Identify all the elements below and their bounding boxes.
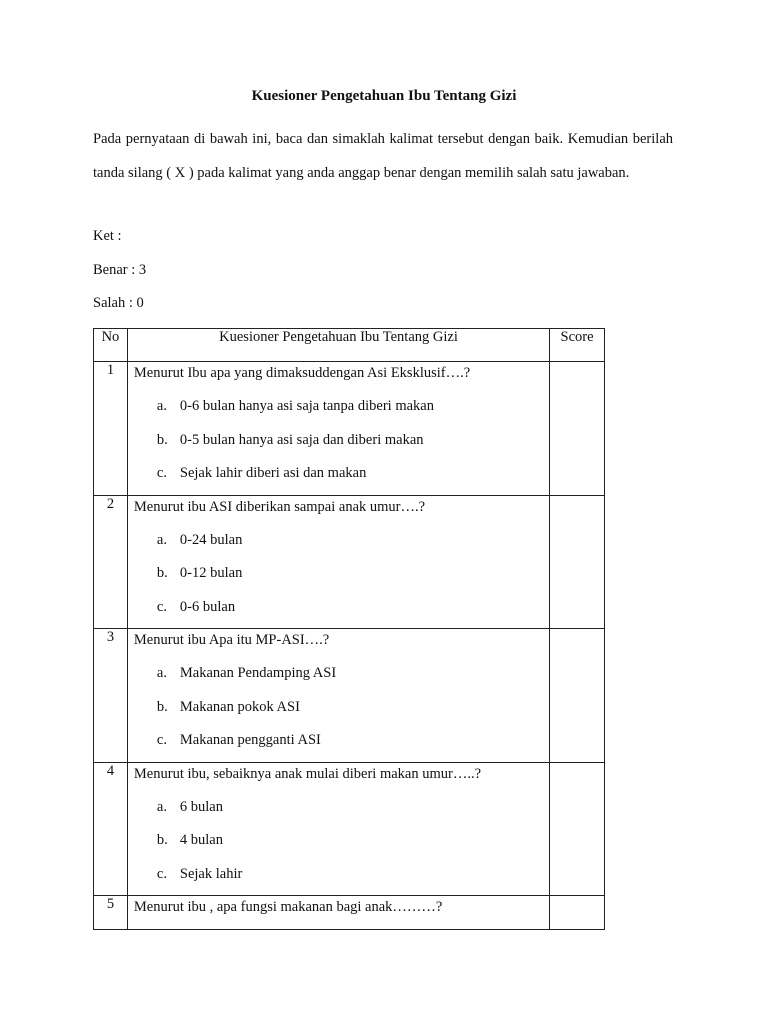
score-cell[interactable] (550, 896, 605, 930)
option-letter: b. (156, 832, 168, 848)
question-text: Menurut ibu Apa itu MP-ASI….? (133, 632, 330, 648)
question-text: Menurut Ibu apa yang dimaksuddengan Asi Eksklusif….? (133, 365, 471, 381)
question-text: Menurut ibu, sebaiknya anak mulai diberi makan umur…..? (133, 765, 482, 782)
option-text: 4 bulan (179, 832, 223, 848)
salah-score-note: Salah : 0 (93, 295, 144, 311)
ket-label: Ket : (93, 228, 122, 244)
option-text: 6 bulan (179, 798, 223, 815)
table-row (94, 629, 605, 763)
answer-option[interactable] (128, 450, 549, 484)
instructions-paragraph: Pada pernyataan di bawah ini, baca dan simaklah kalimat tersebut dengan baik. Kemudian berilah tanda silang ( X ) pada kalimat yang anda anggap benar dengan memilih salah satu jawaban. (93, 131, 673, 181)
answer-option[interactable] (128, 717, 549, 751)
answer-options (128, 784, 549, 885)
option-text: 0-12 bulan (179, 565, 243, 581)
question-number: 4 (94, 762, 128, 896)
question-text: Menurut ibu , apa fungsi makanan bagi anak………? (133, 899, 443, 915)
option-letter: c. (156, 598, 167, 615)
option-text: 0-24 bulan (179, 531, 243, 548)
table-header-row (94, 329, 605, 362)
option-letter: c. (156, 465, 167, 481)
question-text: Menurut ibu ASI diberikan sampai anak umur….? (133, 498, 426, 515)
answer-option[interactable] (128, 851, 549, 885)
header-score: Score (550, 329, 605, 362)
answer-option[interactable] (128, 417, 549, 451)
answer-option[interactable] (128, 517, 549, 551)
question-cell (127, 629, 549, 763)
answer-option[interactable] (128, 550, 549, 584)
answer-option[interactable] (128, 383, 549, 417)
table-row (94, 495, 605, 629)
score-cell[interactable] (550, 362, 605, 496)
option-text: 0-6 bulan hanya asi saja tanpa diberi makan (179, 398, 434, 414)
question-number: 1 (94, 362, 128, 496)
question-number: 3 (94, 629, 128, 763)
question-cell (127, 896, 549, 930)
option-letter: b. (156, 565, 168, 581)
document-title: Kuesioner Pengetahuan Ibu Tentang Gizi (251, 88, 517, 104)
option-text: Makanan Pendamping ASI (179, 665, 337, 681)
answer-options (128, 650, 549, 751)
option-letter: a. (156, 398, 167, 414)
option-letter: c. (156, 865, 167, 882)
answer-option[interactable] (128, 817, 549, 851)
question-cell (127, 362, 549, 496)
option-letter: b. (156, 698, 168, 715)
option-letter: b. (156, 431, 168, 448)
answer-option[interactable] (128, 650, 549, 684)
table-row (94, 896, 605, 930)
option-letter: c. (156, 732, 167, 748)
answer-options (128, 517, 549, 618)
option-text: 0-6 bulan (179, 598, 236, 615)
answer-option[interactable] (128, 684, 549, 718)
question-cell (127, 762, 549, 896)
option-letter: a. (156, 531, 167, 548)
option-text: Sejak lahir (179, 865, 243, 882)
header-question: Kuesioner Pengetahuan Ibu Tentang Gizi (127, 329, 549, 362)
question-cell (127, 495, 549, 629)
header-no: No (94, 329, 128, 362)
option-letter: a. (156, 798, 167, 815)
option-text: 0-5 bulan hanya asi saja dan diberi makan (179, 431, 424, 448)
answer-option[interactable] (128, 584, 549, 618)
option-text: Makanan pengganti ASI (179, 732, 321, 748)
option-text: Sejak lahir diberi asi dan makan (179, 465, 367, 481)
answer-option[interactable] (128, 784, 549, 818)
score-cell[interactable] (550, 762, 605, 896)
questionnaire-table (93, 328, 605, 930)
option-letter: a. (156, 665, 167, 681)
table-row (94, 762, 605, 896)
question-number: 5 (94, 896, 128, 930)
benar-score-note: Benar : 3 (93, 262, 147, 278)
score-cell[interactable] (550, 495, 605, 629)
question-number: 2 (94, 495, 128, 629)
score-cell[interactable] (550, 629, 605, 763)
answer-options (128, 383, 549, 484)
table-row (94, 362, 605, 496)
option-text: Makanan pokok ASI (179, 698, 300, 715)
